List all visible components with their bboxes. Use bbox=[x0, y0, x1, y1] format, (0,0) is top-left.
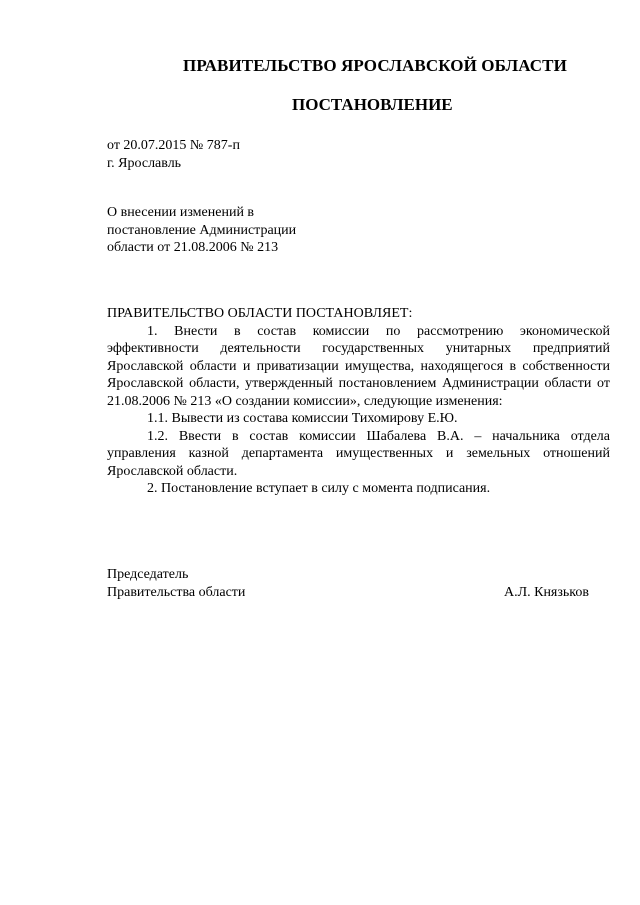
body-paragraph: 1.2. Ввести в состав комиссии Шабалева В.А. – начальника отдела управления казной департамента имущественных и земельных отношений Ярославской области. bbox=[107, 428, 610, 479]
signer-position-line2: Правительства области bbox=[107, 585, 246, 600]
document-body bbox=[107, 305, 610, 498]
signer-name: А.Л. Князьков bbox=[504, 585, 589, 600]
city: г. Ярославль bbox=[107, 155, 182, 171]
date-and-number: от 20.07.2015 № 787-п bbox=[107, 138, 240, 153]
body-paragraph: 1.1. Вывести из состава комиссии Тихомирову Е.Ю. bbox=[147, 411, 458, 426]
document-subject bbox=[107, 204, 296, 257]
signer-position-line1: Председатель bbox=[107, 567, 189, 582]
signature-block bbox=[107, 566, 589, 602]
body-paragraph: 2. Постановление вступает в силу с момента подписания. bbox=[147, 481, 491, 496]
subject-line: О внесении изменений в bbox=[107, 205, 255, 220]
body-paragraph: 1. Внести в состав комиссии по рассмотрению экономической эффективности деятельности государственных унитарных предприятий Ярославской области и приватизации имущества, находящегося в собственности Ярославской области, утвержденный постановлением Администрации области от 21.08.2006 № 213 «О создании комиссии», следующие изменения: bbox=[107, 323, 610, 409]
document-type-title: ПОСТАНОВЛЕНИЕ bbox=[292, 95, 453, 114]
document-meta bbox=[107, 137, 240, 172]
subject-line: постановление Администрации bbox=[107, 222, 297, 238]
subject-line: области от 21.08.2006 № 213 bbox=[107, 240, 279, 255]
decree-heading: ПРАВИТЕЛЬСТВО ОБЛАСТИ ПОСТАНОВЛЯЕТ: bbox=[107, 306, 413, 321]
issuing-authority: ПРАВИТЕЛЬСТВО ЯРОСЛАВСКОЙ ОБЛАСТИ bbox=[183, 56, 567, 75]
